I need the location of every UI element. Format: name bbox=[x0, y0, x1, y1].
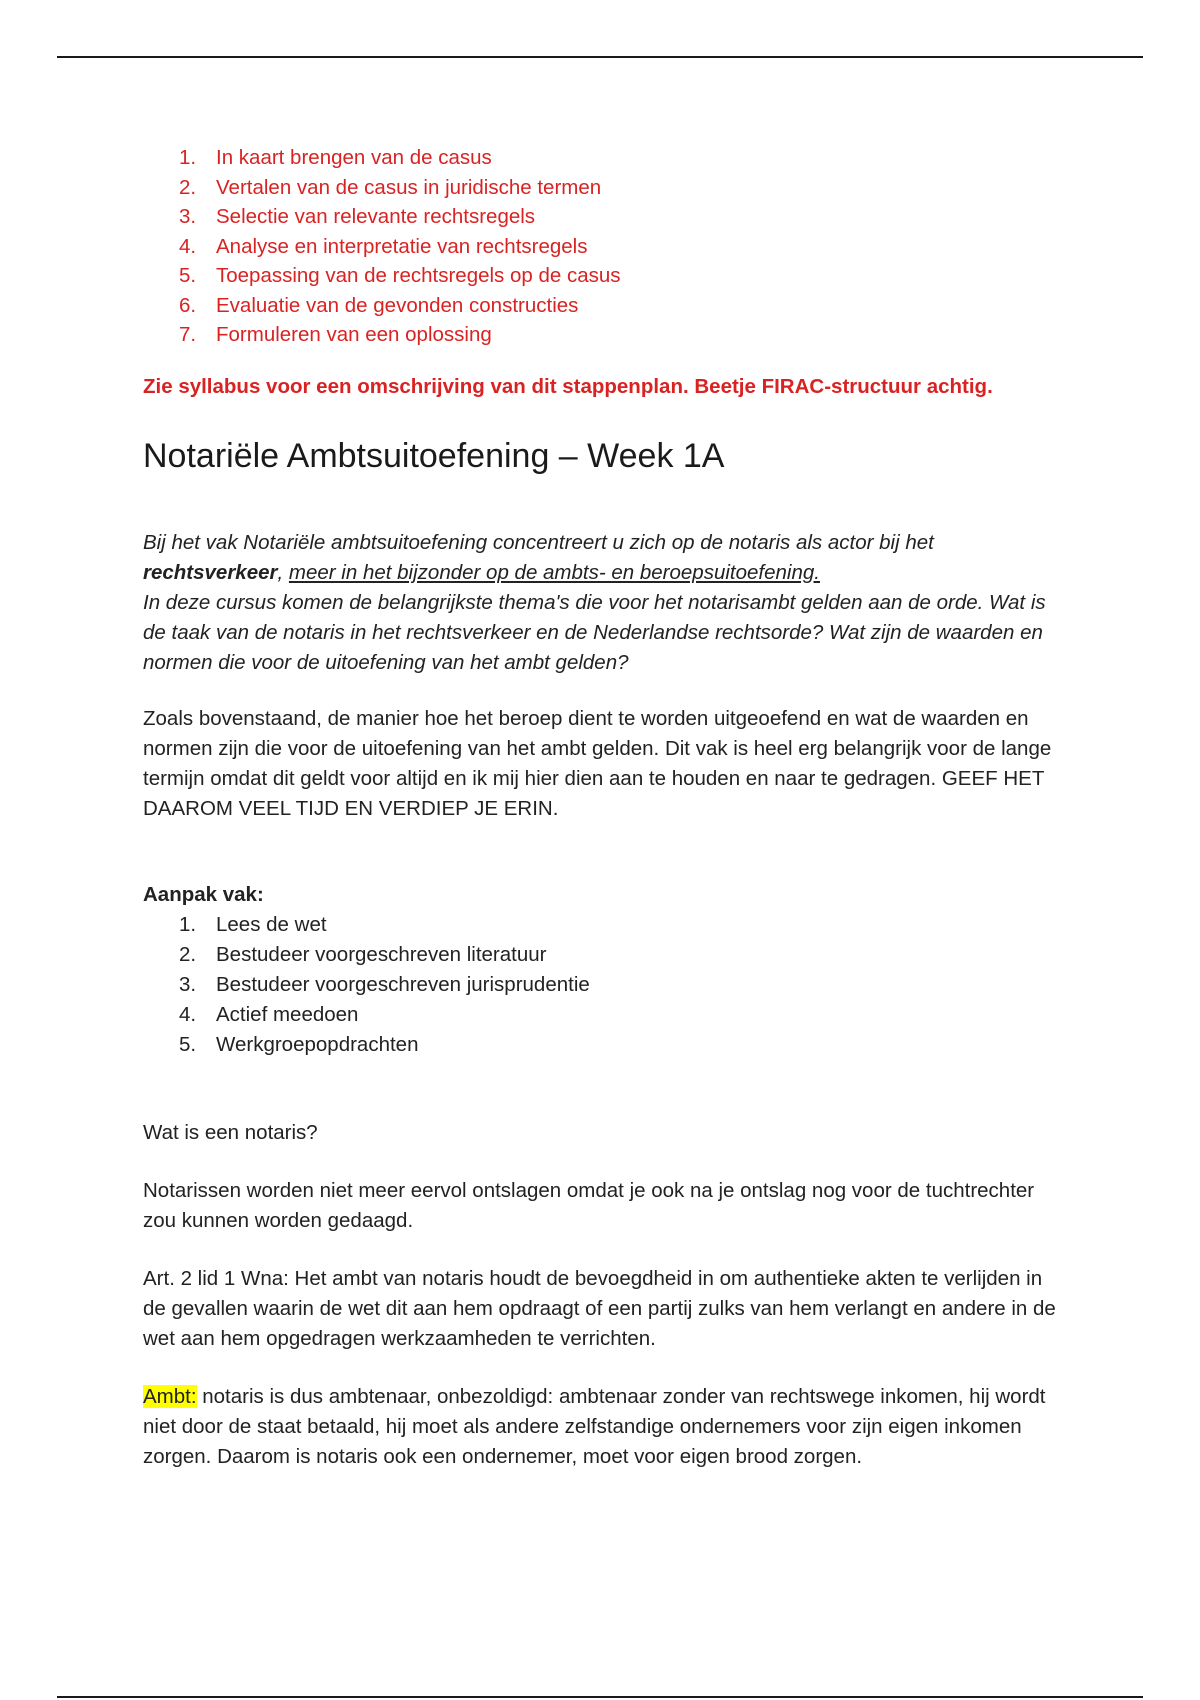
list-item: 3. Selectie van relevante rechtsregels bbox=[179, 205, 536, 228]
intro-paragraph: Bij het vak Notariële ambtsuitoefening concentreert u zich op de notaris als actor bij het rechtsverkeer, meer in het bijzonder op de ambts- en beroepsuitoefening. In deze cursus komen de belangrijkste thema's die voor het notarisambt gelden aan de orde. Wat is de taak van de notaris in het rechtsverkeer en de Nederlandse rechtsorde? Wat zijn de waarden en normen die voor de uitoefening van het ambt gelden? bbox=[143, 530, 1046, 674]
approach-heading: Aanpak vak: bbox=[143, 882, 264, 906]
list-item: 6. Evaluatie van de gevonden constructies bbox=[179, 293, 579, 317]
list-item: 3. Bestudeer voorgeschreven jurisprudentie bbox=[179, 972, 590, 996]
page-title: Notariële Ambtsuitoefening – Week 1A bbox=[143, 436, 725, 475]
list-item: 1. In kaart brengen van de casus bbox=[179, 146, 492, 169]
approach-list bbox=[143, 910, 1063, 1060]
list-item: 2. Bestudeer voorgeschreven literatuur bbox=[179, 942, 547, 966]
list-item: 2. Vertalen van de casus in juridische termen bbox=[179, 175, 602, 199]
question-line: Wat is een notaris? bbox=[143, 1120, 318, 1144]
list-item: 5. Werkgroepopdrachten bbox=[179, 1032, 419, 1056]
syllabus-note: Zie syllabus voor een omschrijving van dit stappenplan. Beetje FIRAC-structuur achtig. bbox=[143, 374, 993, 398]
list-item: 1. Lees de wet bbox=[179, 912, 327, 936]
paragraph-ambt: Ambt: notaris is dus ambtenaar, onbezoldigd: ambtenaar zonder van rechtswege inkomen, hij wordt niet door de staat betaald, hij moet als andere zelfstandige ondernemers voor zijn eigen inkomen zorgen. Daarom is notaris ook een ondernemer, moet voor eigen brood zorgen. bbox=[143, 1384, 1046, 1468]
paragraph-article: Art. 2 lid 1 Wna: Het ambt van notaris houdt de bevoegdheid in om authentieke akten te verlijden in de gevallen waarin de wet dit aan hem opdraagt of een partij zulks van hem verlangt en andere in de wet aan hem opgedragen werkzaamheden te verrichten. bbox=[143, 1266, 1056, 1350]
list-item: 5. Toepassing van de rechtsregels op de casus bbox=[179, 264, 621, 287]
footer-rule bbox=[57, 1696, 1143, 1698]
intro-bold-term: rechtsverkeer bbox=[143, 560, 278, 584]
document-body bbox=[143, 143, 1063, 1472]
list-item: 7. Formuleren van een oplossing bbox=[179, 323, 492, 346]
intro-underlined: meer in het bijzonder op de ambts- en beroepsuitoefening. bbox=[288, 560, 820, 584]
paragraph-importance: Zoals bovenstaand, de manier hoe het beroep dient te worden uitgeoefend en wat de waarden en normen zijn die voor de uitoefening van het ambt gelden. Dit vak is heel erg belangrijk voor de lange termijn omdat dit geldt voor altijd en ik mij hier dien aan te houden en naar te gedragen. GEEF HET DAAROM VEEL TIJD EN VERDIEP JE ERIN. bbox=[143, 706, 1052, 820]
paragraph-dismissal: Notarissen worden niet meer eervol ontslagen omdat je ook na je ontslag nog voor de tuchtrechter zou kunnen worden gedaagd. bbox=[143, 1178, 1035, 1232]
highlighted-term: Ambt: bbox=[143, 1384, 197, 1408]
header-rule bbox=[57, 56, 1143, 58]
steps-list bbox=[143, 143, 1063, 350]
list-item: 4. Actief meedoen bbox=[179, 1002, 359, 1026]
list-item: 4. Analyse en interpretatie van rechtsregels bbox=[179, 234, 588, 258]
